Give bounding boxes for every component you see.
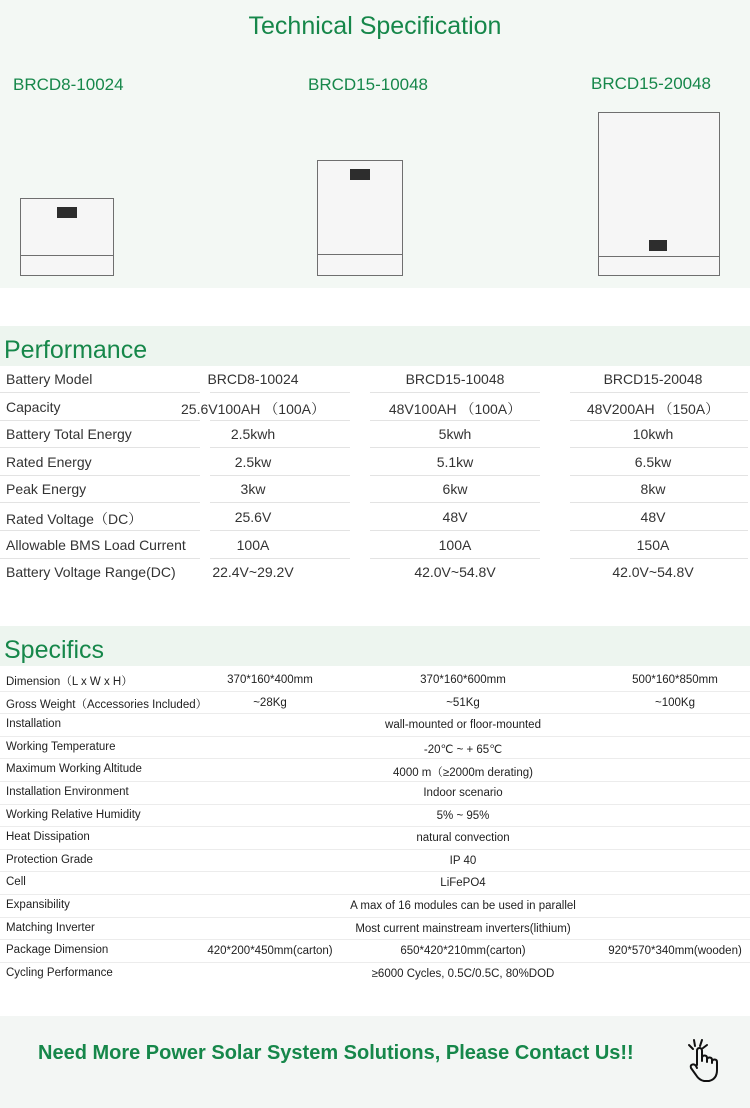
cell-shared: ≥6000 Cycles, 0.5C/0.5C, 80%DOD (371, 967, 555, 980)
row-label: Capacity (6, 398, 61, 415)
cell-model-2: 650*420*210mm(carton) (400, 945, 526, 958)
cell-model-1: 3kw (240, 481, 266, 498)
cell-model-3: 48V (640, 509, 666, 525)
cell-model-3: 920*570*340mm(wooden) (608, 945, 742, 958)
battery-base (318, 254, 402, 275)
cell-model-2: 100A (438, 536, 472, 553)
cell-model-1: 420*200*450mm(carton) (207, 945, 333, 958)
specifics-row (0, 940, 750, 963)
specifics-row (0, 669, 750, 692)
cell-shared: 4000 m（≥2000m derating) (393, 767, 533, 780)
specifics-row (0, 692, 750, 715)
cell-model-1: 370*160*400mm (227, 674, 313, 686)
cell-shared: IP 40 (449, 854, 477, 867)
cell-shared: 5% ~ 95% (436, 809, 490, 822)
contact-cta[interactable]: Need More Power Solar System Solutions, Please Contact Us!! (38, 1042, 634, 1064)
cell-model-2: 48V (442, 509, 468, 525)
battery-image-1 (20, 198, 114, 276)
specifics-row (0, 759, 750, 782)
row-label: Protection Grade (6, 853, 93, 866)
cell-shared: -20℃ ~ + 65℃ (423, 743, 503, 756)
performance-row (0, 476, 750, 503)
cell-model-2: ~51Kg (446, 696, 480, 709)
row-label: Peak Energy (6, 481, 87, 498)
row-label: Heat Dissipation (6, 831, 90, 844)
cell-model-1: 2.5kwh (230, 426, 276, 443)
performance-row (0, 421, 750, 448)
cell-model-1: ~28Kg (253, 696, 287, 709)
model-label-1: BRCD8-10024 (13, 75, 124, 94)
cell-shared: LiFePO4 (440, 877, 486, 890)
performance-row (0, 449, 750, 476)
specifics-row (0, 850, 750, 873)
cell-shared: A max of 16 modules can be used in parallel (350, 900, 576, 912)
cell-model-3: 10kwh (632, 426, 674, 443)
display-indicator (57, 207, 77, 218)
cell-model-2: 5kwh (438, 426, 472, 443)
row-label: Battery Total Energy (6, 426, 132, 443)
row-label: Gross Weight（Accessories Included） (6, 698, 208, 711)
row-label: Installation (6, 718, 61, 731)
cell-model-1: 22.4V~29.2V (212, 564, 294, 581)
cell-model-3: BRCD15-20048 (603, 371, 703, 387)
row-label: Rated Voltage（DC） (6, 511, 143, 527)
cell-model-1: 25.6V (234, 509, 272, 525)
specifics-row (0, 714, 750, 737)
display-indicator (350, 169, 370, 180)
specifics-row (0, 805, 750, 828)
cell-model-2: 6kw (442, 481, 468, 498)
cell-model-3: 150A (636, 536, 670, 553)
row-label: Battery Voltage Range(DC) (6, 564, 176, 581)
cell-shared: natural convection (416, 832, 510, 845)
battery-image-2 (317, 160, 403, 276)
performance-row (0, 504, 750, 531)
cell-model-2: 370*160*600mm (420, 674, 506, 686)
performance-row (0, 559, 750, 586)
model-label-3: BRCD15-20048 (591, 74, 712, 93)
cell-shared: wall-mounted or floor-mounted (385, 719, 541, 732)
specifics-row (0, 963, 750, 986)
specifics-title: Specifics (4, 636, 105, 664)
cell-model-3: 42.0V~54.8V (612, 564, 694, 581)
row-label: Cell (6, 876, 26, 889)
cell-model-3: 6.5kw (634, 453, 672, 470)
row-label: Rated Energy (6, 453, 92, 470)
row-label: Dimension（L x W x H） (6, 676, 133, 688)
performance-title: Performance (4, 336, 148, 364)
specifics-section-header (0, 626, 750, 666)
model-label-2: BRCD15-10048 (308, 75, 429, 94)
cell-model-3: ~100Kg (655, 696, 695, 709)
page-title: Technical Specification (248, 12, 502, 40)
cell-model-3: 8kw (640, 481, 666, 498)
row-label: Installation Environment (6, 786, 129, 798)
cell-model-1: 25.6V100AH （100A） (181, 400, 325, 417)
cell-model-1: 100A (236, 536, 270, 553)
row-label: Matching Inverter (6, 921, 95, 934)
battery-base (599, 256, 719, 275)
performance-row (0, 366, 750, 393)
specifics-row (0, 872, 750, 895)
cell-model-2: 48V100AH （100A） (388, 400, 522, 417)
row-label: Battery Model (6, 371, 93, 387)
cell-model-2: BRCD15-10048 (405, 371, 505, 387)
cell-model-3: 500*160*850mm (632, 674, 718, 686)
specifics-row (0, 737, 750, 760)
performance-row (0, 532, 750, 559)
cell-model-2: 42.0V~54.8V (414, 564, 496, 581)
row-label: Package Dimension (6, 944, 109, 957)
row-label: Expansibility (6, 899, 70, 911)
performance-row (0, 394, 750, 421)
cell-shared: Indoor scenario (423, 787, 503, 799)
specifics-row (0, 895, 750, 918)
cell-shared: Most current mainstream inverters(lithium) (355, 922, 571, 935)
cell-model-1: BRCD8-10024 (207, 371, 299, 387)
contact-footer (0, 1016, 750, 1108)
display-indicator (649, 240, 667, 251)
battery-image-3 (598, 112, 720, 276)
row-label: Cycling Performance (6, 966, 113, 979)
specifics-row (0, 827, 750, 850)
cell-model-1: 2.5kw (234, 453, 272, 470)
specifics-row (0, 918, 750, 941)
specifics-row (0, 782, 750, 805)
cell-model-3: 48V200AH （150A） (586, 400, 720, 417)
row-label: Working Temperature (6, 740, 116, 753)
row-label: Maximum Working Altitude (6, 763, 142, 776)
battery-base (21, 255, 113, 275)
spec-header-panel (0, 0, 750, 288)
row-label: Allowable BMS Load Current (6, 536, 186, 553)
hand-tap-icon[interactable] (680, 1035, 730, 1085)
row-label: Working Relative Humidity (6, 808, 141, 821)
cell-model-2: 5.1kw (436, 453, 474, 470)
